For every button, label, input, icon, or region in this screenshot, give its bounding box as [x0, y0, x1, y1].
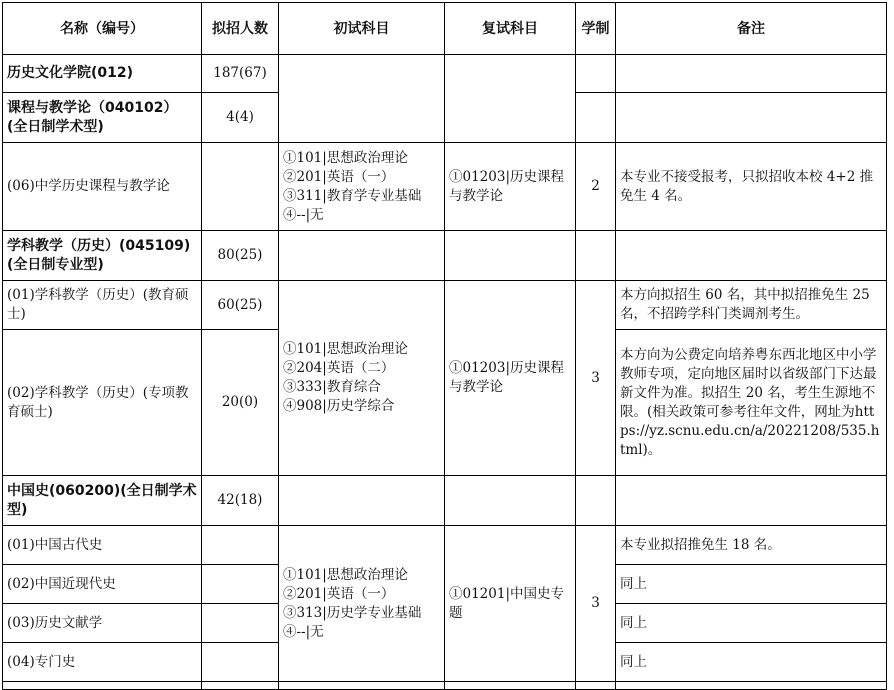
- direction-name: (06)中学历史课程与教学论: [3, 143, 202, 231]
- direction-quota-empty: [202, 143, 279, 231]
- initial-subject: ①101|思想政治理论: [283, 149, 408, 166]
- header-name: 名称（编号）: [3, 3, 202, 55]
- major-initial-empty: [279, 231, 445, 281]
- initial-subject: ③313|历史学专业基础: [283, 604, 422, 621]
- college-name: 历史文化学院(012): [3, 55, 202, 93]
- initial-exam-subjects: [279, 526, 445, 682]
- direction-name: (03)历史文献学: [3, 604, 202, 643]
- direction-name: (01)中国古代史: [3, 526, 202, 565]
- direction-note: 同上: [616, 565, 887, 604]
- direction-quota-empty: [202, 643, 279, 682]
- initial-subject: ①101|思想政治理论: [283, 341, 408, 357]
- direction-row: [3, 143, 887, 231]
- major-years-empty: [576, 476, 616, 526]
- header-row: [3, 3, 887, 55]
- direction-quota-empty: [202, 565, 279, 604]
- direction-note: 本专业拟招推免生 18 名。: [616, 526, 887, 565]
- direction-row: [3, 526, 887, 565]
- initial-subject: ②204|英语（二）: [283, 360, 395, 376]
- direction-note: 同上: [616, 643, 887, 682]
- direction-quota-empty: [202, 604, 279, 643]
- header-retest: 复试科目: [445, 3, 576, 55]
- direction-name: (04)专门史: [3, 643, 202, 682]
- major-years-empty: [576, 231, 616, 281]
- study-years: 2: [576, 143, 616, 231]
- major-notes-empty: [616, 231, 887, 281]
- cutoff-cell: [3, 682, 202, 690]
- major-notes-empty: [616, 93, 887, 143]
- study-years: 3: [576, 281, 616, 476]
- header-notes: 备注: [616, 3, 887, 55]
- major-quota: 42(18): [202, 476, 279, 526]
- direction-quota: 60(25): [202, 281, 279, 330]
- retest-subject: ①01203|历史课程与教学论: [445, 143, 576, 231]
- initial-subject: ④--|无: [283, 206, 324, 223]
- major-notes-empty: [616, 476, 887, 526]
- initial-exam-subjects: [279, 281, 445, 476]
- direction-quota-empty: [202, 526, 279, 565]
- major-years-empty: [576, 93, 616, 143]
- major-name: 学科教学（历史）(045109)(全日制专业型): [3, 231, 202, 281]
- college-notes-empty: [616, 55, 887, 93]
- direction-note: 本专业不接受报考，只拟招收本校 4+2 推免生 4 名。: [616, 143, 887, 231]
- college-row: [3, 55, 887, 93]
- college-retest-empty: [445, 55, 576, 143]
- major-retest-empty: [445, 231, 576, 281]
- direction-row: [3, 281, 887, 330]
- initial-subject: ④--|无: [283, 623, 324, 640]
- major-initial-empty: [279, 476, 445, 526]
- cutoff-cell: [445, 682, 576, 690]
- header-initial-exam: 初试科目: [279, 3, 445, 55]
- cutoff-cell: [202, 682, 279, 690]
- major-row: [3, 476, 887, 526]
- initial-exam-subjects: [279, 143, 445, 231]
- retest-subject: ①01203|历史课程与教学论: [445, 281, 576, 476]
- initial-subject: ③333|教育综合: [283, 379, 381, 395]
- initial-subject: ②201|英语（一）: [283, 168, 395, 185]
- direction-name: (01)学科教学（历史）(教育硕士): [3, 281, 202, 330]
- header-quota: 拟招人数: [202, 3, 279, 55]
- cutoff-cell: [576, 682, 616, 690]
- major-name: 中国史(060200)(全日制学术型): [3, 476, 202, 526]
- table-row-cutoff: [3, 682, 887, 690]
- cutoff-cell: [279, 682, 445, 690]
- college-years-empty: [576, 55, 616, 93]
- retest-subject: ①01201|中国史专题: [445, 526, 576, 682]
- college-initial-empty: [279, 55, 445, 143]
- initial-subject: ④908|历史学综合: [283, 398, 395, 414]
- major-row: [3, 231, 887, 281]
- header-years: 学制: [576, 3, 616, 55]
- direction-name: (02)中国近现代史: [3, 565, 202, 604]
- major-quota: 80(25): [202, 231, 279, 281]
- initial-subject: ①101|思想政治理论: [283, 566, 408, 583]
- direction-note: 同上: [616, 604, 887, 643]
- cutoff-cell: [616, 682, 887, 690]
- initial-subject: ③311|教育学专业基础: [283, 187, 422, 204]
- direction-note: 本方向为公费定向培养粤东西北地区中小学教师专项，定向地区届时以省级部门下达最新文件为准。拟招生 20 名，考生生源地不限。(相关政策可参考往年文件，网址为https://yz.scnu.edu.cn/a/20221208/535.html)。: [616, 330, 887, 476]
- major-quota: 4(4): [202, 93, 279, 143]
- major-retest-empty: [445, 476, 576, 526]
- college-quota: 187(67): [202, 55, 279, 93]
- initial-subject: ②201|英语（一）: [283, 585, 395, 602]
- study-years: 3: [576, 526, 616, 682]
- direction-quota: 20(0): [202, 330, 279, 476]
- major-name: 课程与教学论（040102）(全日制学术型): [3, 93, 202, 143]
- direction-name: (02)学科教学（历史）(专项教育硕士): [3, 330, 202, 476]
- enrollment-table: [2, 2, 887, 690]
- direction-note: 本方向拟招生 60 名，其中拟招推免生 25 名，不招跨学科门类调剂考生。: [616, 281, 887, 330]
